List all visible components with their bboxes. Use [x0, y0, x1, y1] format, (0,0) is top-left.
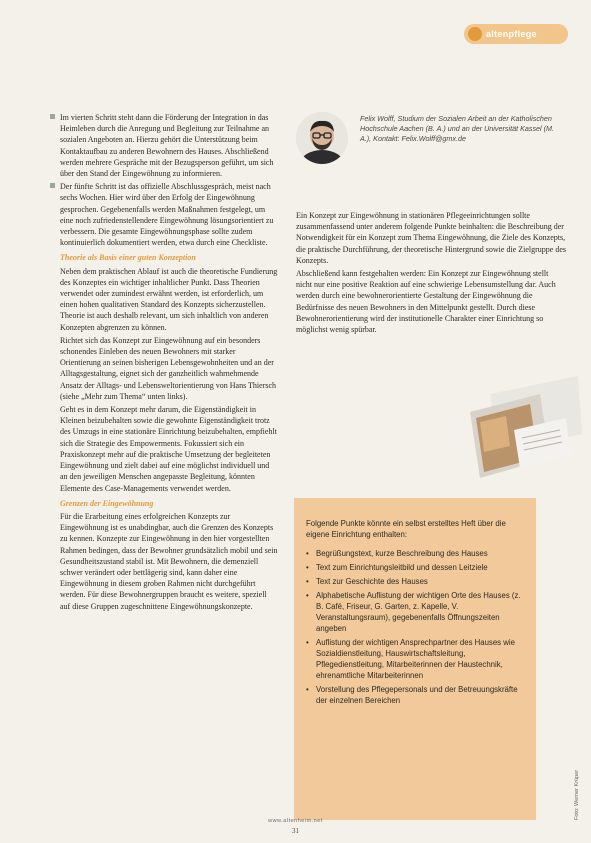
- text: Der fünfte Schritt ist das offizielle Abschlussgespräch, meist nach sechs Wochen. Hier wird über den Erfolg der Eingewöhnung gesprochen. Gegebenenfalls werden Maßnahmen festgelegt, um eine noch zufriedenstellendere Eingewöhnung lösungsorientiert zu verbessern. Die gesamte Eingewöhnungsphase sollte zudem kontinuierlich dokumentiert werden, etwa durch eine Checkliste.: [60, 182, 274, 248]
- brand-logo: [464, 24, 568, 44]
- left-paragraph-theory: Neben dem praktischen Ablauf ist auch die theoretische Fundierung des Konzeptes ein wichtiger inhaltlicher Punkt. Dass Theorien verwendet oder zumindest erwähnt werden, ist erforderlich, um einen hohen qualitativen Standard des Konzepts sicherzustellen. Theorie ist auch deshalb relevant, um sich inhaltlich von anderen Konzepten abgrenzen zu können.: [60, 266, 278, 332]
- list-item: • Begrüßungstext, kurze Beschreibung des Hauses: [306, 548, 528, 559]
- bullet-square-icon: [50, 183, 55, 188]
- author-bio: Felix Wolff, Studium der Sozialen Arbeit an der Katholischen Hochschule Aachen (B. A.) und an der Universität Kassel (M. A.), Kontakt: Felix.Wolff@gmx.de: [360, 114, 555, 143]
- info-box-list: [306, 548, 528, 709]
- left-paragraph-empowerment: Geht es in dem Konzept mehr darum, die Eigenständigkeit in Kleinen beizubehalten sowie die gewohnte Eigenständigkeit trotz des Umzugs in eine stationäre Einrichtung beizubehalten, empfiehlt sich die Strategie des Empowerments. Fokussiert sich ein Praxiskonzept mehr auf die praktische Umsetzung der begleiteten Eingewöhnung und zielt dabei auf eine möglichst individuell und an den jeweiligen Menschen angepasste Begleitung, könnten Elemente des Case-Managements verwendet werden.: [60, 405, 277, 493]
- brand-logo-icon: [468, 27, 482, 41]
- info-box-intro: Folgende Punkte könnte ein selbst erstelltes Heft über die eigene Einrichtung enthalten:: [306, 519, 506, 539]
- list-item: • Alphabetische Auflistung der wichtigen Orte des Hauses (z. B. Café, Friseur, G. Garten, z. Kapelle, V. Veranstaltungsraum), gegebenenfalls Öffnungszeiten angeben: [306, 590, 528, 634]
- left-paragraph-limits: Für die Erarbeitung eines erfolgreichen Konzepts zur Eingewöhnung ist es unabdingbar, auch die Grenzen des Konzepts zu kennen. Konzepte zur Eingewöhnung in den hier vorgestellten Rahmen bedingen, dass der Bewohner grundsätzlich mobil und sein Gesundheitszustand stabil ist. Mit Bewohnern, die demenziell schwer verändert oder bettlägerig sind, kann daher eine Eingewöhnung in diesem groben Rahmen nicht durchgeführt werden. Für diese Bewohnergruppen braucht es weitere, speziell auf diese Gruppen zugeschnittene Eingewöhnungskonzepte.: [60, 511, 278, 611]
- info-box: [294, 498, 536, 820]
- footer-source: www.altenheim.net: [268, 818, 323, 824]
- right-paragraph-summary: Ein Konzept zur Eingewöhnung in stationären Pflegeeinrichtungen sollte zusammenfassend unter anderem folgende Punkte beinhalten: die Beschreibung der Notwendigkeit für ein Konzept zum Thema Eingewöhnung, die Ziele des Konzepts, die praktische Durchführung, der theoretische Hintergrund sowie die Zielgruppe des Konzepts.: [296, 211, 566, 265]
- brochure-photo: [470, 374, 582, 496]
- left-column: [60, 112, 278, 614]
- section-heading-limits: Grenzen der Eingewöhnung: [60, 498, 154, 508]
- list-item: • Auflistung der wichtigen Ansprechpartner des Hauses wie Sozialdienstleitung, Hauswirtschaftsleitung, Pflegedienstleitung, Mitarbeiterinnen der Haustechnik, ehrenamtliche Mitarbeiterinnen: [306, 637, 528, 681]
- author-box: [296, 112, 566, 182]
- list-item: • Text zur Geschichte des Hauses: [306, 576, 528, 587]
- left-paragraph-step4: [60, 112, 278, 179]
- page-number: 31: [292, 827, 299, 835]
- author-name: Felix Wolff: [360, 114, 394, 123]
- text: Im vierten Schritt steht dann die Förderung der Integration in das Heimleben durch die Anregung und Begleitung zur Teilnahme an sozialen Angeboten an. Hierzu gehört die Unterstützung beim Kontaktaufbau zu anderen Bewohnern des Hauses. Abschließend werden mehrere Gespräche mit der Bezugsperson geführt, um sich über den Stand der Eingewöhnung zu informieren.: [60, 113, 274, 179]
- right-paragraph-conclusion: Abschließend kann festgehalten werden: Ein Konzept zur Eingewöhnung stellt nicht nur eine positive Reaktion auf eine schwierige Lebensumstellung dar. Auch werden durch eine bewohnerorientierte Gestaltung der Eingewöhnung die Bedürfnisse des neuen Bewohners in den Mittelpunkt gestellt. Durch diese Bewohnerorientierung wird der institutionelle Charakter einer Einrichtung so möglichst wenig spürbar.: [296, 269, 556, 335]
- author-bio-text: Studium der Sozialen Arbeit an der Katholischen Hochschule Aachen (B. A.) und an der Universität Kassel (M. A.), Kontakt: Felix.Wolff@gmx.de: [360, 114, 555, 143]
- photo-credit-text: Foto: Werner Krüper: [574, 769, 580, 820]
- author-avatar: [296, 112, 348, 164]
- bullet-square-icon: [50, 114, 55, 119]
- left-paragraph-lifeworld: Richtet sich das Konzept zur Eingewöhnung auf ein besonders schonendes Einleben des neuen Bewohners mit starker Orientierung an seinen bisherigen Lebensgewohnheiten und an der Alltagsgestaltung, eignet sich der ganzheitlich wahrnehmende Ansatz der Alltags- und Lebensweltorientierung von Hans Thiersch (siehe „Mehr zum Thema“ unten links).: [60, 335, 277, 401]
- right-column: [296, 210, 566, 337]
- section-heading-theory: Theorie als Basis einer guten Konzeption: [60, 253, 196, 263]
- left-paragraph-step5: [60, 181, 278, 248]
- brand-name: altenpflege: [486, 29, 537, 39]
- list-item: • Vorstellung des Pflegepersonals und der Betreuungskräfte der einzelnen Bereichen: [306, 684, 528, 706]
- list-item: • Text zum Einrichtungsleitbild und dessen Leitziele: [306, 562, 528, 573]
- photo-credit: [574, 640, 584, 820]
